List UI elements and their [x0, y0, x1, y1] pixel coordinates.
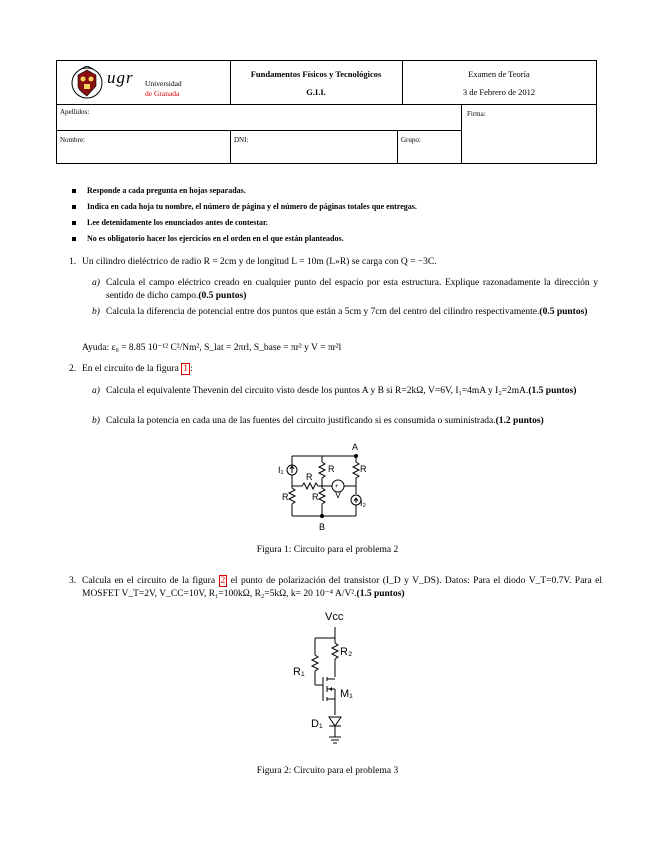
firma-label: Firma: — [467, 110, 486, 118]
dni-label: DNI: — [234, 136, 249, 144]
q2-a-label: a) — [92, 386, 100, 396]
i2-label: I₂ — [360, 498, 366, 508]
q1-statement: Un cilindro dieléctrico de radio R = 2cm y de longitud L = 10m (L»R) se carga con Q = −3C. — [82, 257, 437, 267]
figure1-circuit-diagram — [272, 440, 382, 535]
q2-statement — [82, 363, 602, 376]
grupo-label: Grupo: — [401, 136, 421, 144]
q3-text-rest: el punto de polarización del transistor (I_D y V_DS). Datos: Para el diodo V_T=0.7V. Para el MOSFET V_T=2V, V_CC=10V, R₁=100kΩ, R₂=5kΩ, k= 20 10⁻⁴ A/V². — [82, 576, 602, 599]
figure1-caption: Figura 1: Circuito para el problema 2 — [256, 545, 399, 555]
course-title: Fundamentos Físicos y Tecnológicos — [250, 69, 382, 79]
degree-title: G.I.I. — [306, 87, 326, 97]
header-table — [56, 60, 597, 164]
r-mid-lower-label: R — [312, 492, 319, 502]
q2-part-b — [92, 415, 598, 428]
q1-b-text: Calcula la diferencia de potencial entre dos puntos que están a 5cm y 7cm del centro del cilindro respectivamente. — [106, 307, 540, 317]
q2-part-a — [92, 385, 598, 398]
q1-b-label: b) — [92, 307, 100, 317]
r-right-label: R — [360, 464, 367, 474]
q2-a-points: (1.5 puntos) — [528, 386, 577, 396]
node-b-label: B — [319, 522, 326, 532]
q2-b-text: Calcula la potencia en cada una de las fuentes del circuito justificando si es consumida o suministrada. — [106, 416, 496, 426]
figure2-circuit-diagram — [285, 605, 375, 755]
node-a-label: A — [352, 442, 359, 452]
university-line2: de Granada — [145, 89, 180, 98]
q3-number: 3. — [69, 576, 77, 586]
q2-a-text: Calcula el equivalente Thevenin del circuito visto desde los puntos A y B si R=2kΩ, V=6V, I₁=4mA y I₂=2mA. — [106, 386, 529, 396]
q2-number: 2. — [69, 364, 77, 374]
vcc-label: Vcc — [325, 611, 344, 623]
university-logo — [107, 68, 182, 99]
r-top-mid-label: R — [328, 464, 335, 474]
exam-title: Examen de Teoría — [468, 69, 530, 79]
q1-help: Ayuda: ε₀ = 8.85 10⁻¹² C²/Nm², S_lat = 2πrl, S_base = πr² y V = πr²l — [82, 343, 342, 353]
svg-text:+: + — [335, 484, 339, 490]
q3-statement — [82, 575, 602, 601]
q1-b-points: (0.5 puntos) — [539, 307, 588, 317]
figure-ref-link[interactable]: 2 — [220, 576, 226, 586]
instruction-item: No es obligatorio hacer los ejercicios en el orden en el que están planteados. — [72, 234, 417, 250]
q2-text: En el circuito de la figura — [82, 364, 182, 374]
q1-number: 1. — [69, 257, 77, 267]
r-left-label: R — [282, 492, 289, 502]
university-crest-icon — [69, 66, 105, 100]
university-line1: Universidad — [145, 79, 182, 88]
nombre-label: Nombre: — [60, 136, 85, 144]
q3-text: Calcula en el circuito de la figura — [82, 576, 219, 586]
v-label: V — [335, 490, 342, 500]
i1-label: I₁ — [278, 465, 284, 475]
instruction-item: Lee detenidamente los enunciados antes de contestar. — [72, 218, 417, 234]
q2-text-end: : — [189, 364, 193, 374]
d1-label: D₁ — [311, 718, 323, 730]
exam-date: 3 de Febrero de 2012 — [462, 87, 536, 97]
q2-b-label: b) — [92, 416, 100, 426]
instructions-list — [72, 186, 417, 250]
instruction-item: Indica en cada hoja tu nombre, el número de página y el número de páginas totales que entregas. — [72, 202, 417, 218]
figure2-caption: Figura 2: Circuito para el problema 3 — [256, 766, 399, 776]
instruction-item: Responde a cada pregunta en hojas separadas. — [72, 186, 417, 202]
r2-label: R₂ — [340, 646, 353, 658]
m1-label: M₁ — [340, 688, 353, 700]
q2-b-points: (1.2 puntos) — [495, 416, 544, 426]
q1-part-a — [92, 277, 598, 303]
figure-ref-link[interactable]: 1 — [183, 364, 188, 374]
r-horizontal-label: R — [306, 472, 313, 482]
q1-a-points: (0.5 puntos) — [198, 291, 247, 301]
apellidos-label: Apellidos: — [60, 108, 90, 116]
q3-points: (1.5 puntos) — [356, 589, 405, 599]
q1-a-label: a) — [92, 278, 100, 288]
q1-a-text: Calcula el campo eléctrico creado en cualquier punto del espacio por esta estructura. Explique razonadamente la dirección y sentido de dicho campo. — [106, 278, 598, 301]
ugr-wordmark: ugr — [107, 68, 134, 87]
q1-part-b — [92, 306, 598, 319]
r1-label: R₁ — [293, 666, 305, 678]
